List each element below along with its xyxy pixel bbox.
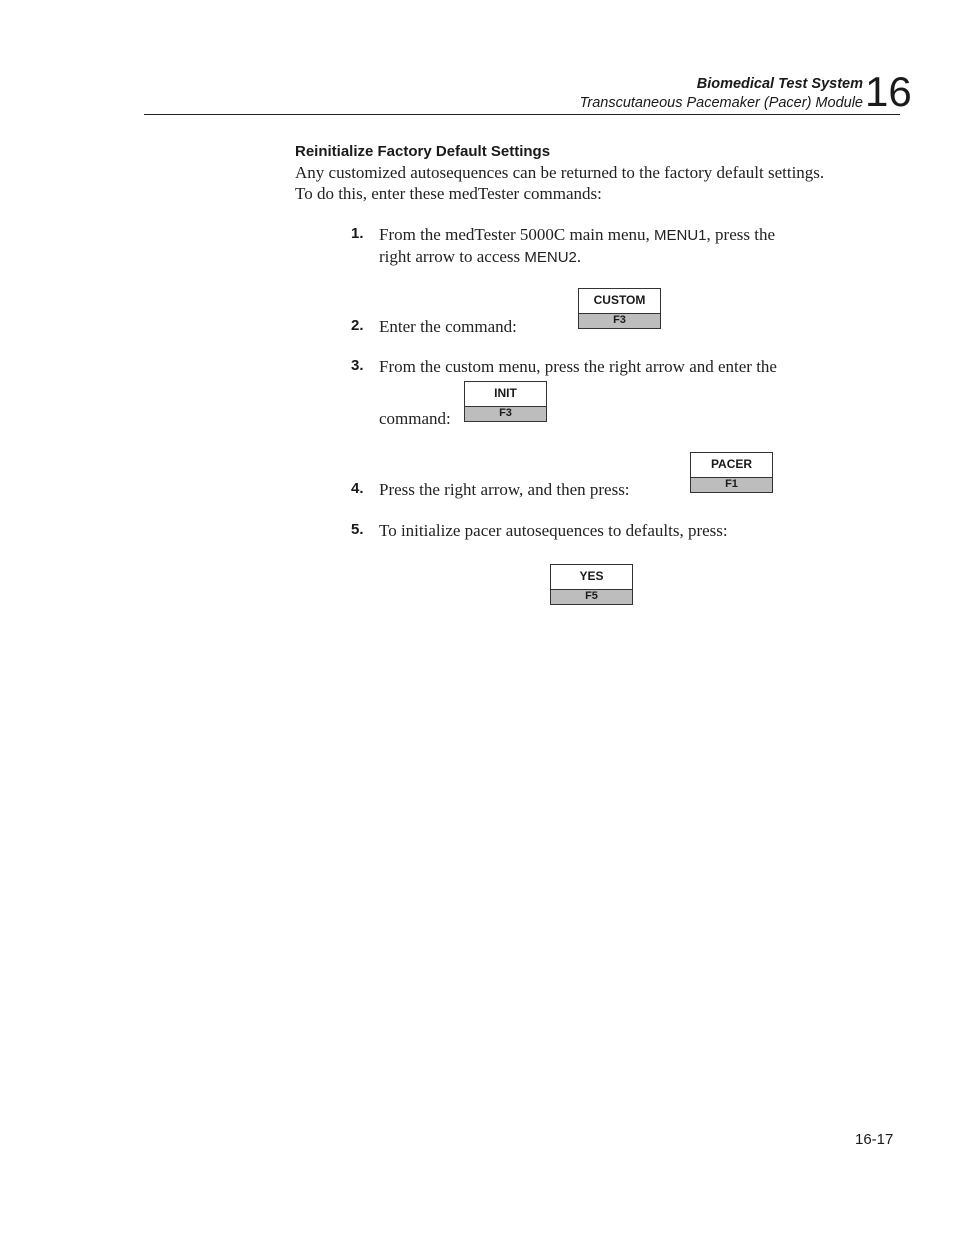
step-number: 5. [351,521,364,538]
page-number: 16-17 [855,1131,894,1148]
running-header-title: Biomedical Test System [696,76,863,92]
yes-softkey [550,564,633,605]
header-rule [144,114,900,115]
function-key-label: F1 [691,477,772,492]
step-text [379,224,775,268]
step-text: Enter the command: [379,317,517,336]
intro-line-2: To do this, enter these medTester commands: [295,184,602,203]
softkey-label: INIT [494,386,517,400]
section-heading: Reinitialize Factory Default Settings [295,143,551,160]
intro-line-1: Any customized autosequences can be returned to the factory default settings. [295,163,825,182]
custom-softkey [578,288,661,329]
softkey-label: PACER [710,457,753,471]
function-key-label: F5 [551,589,632,604]
intro-paragraph [295,162,875,204]
menu1-command: MENU1 [654,227,707,244]
step-1-line2-post: . [576,247,582,266]
step-number: 4. [351,480,364,497]
step-1-line2-pre: right arrow to access [379,247,525,266]
function-key-label: F3 [465,406,546,421]
pacer-softkey [690,452,773,493]
menu2-command: MENU2 [524,249,577,266]
step-number: 2. [351,317,364,334]
function-key-label: F3 [579,313,660,328]
step-text: From the custom menu, press the right arrow and enter the [379,357,777,376]
running-header-subtitle: Transcutaneous Pacemaker (Pacer) Module [579,95,863,111]
step-1-line1-pre: From the medTester 5000C main menu, [379,225,655,244]
step-1-line1-post: , press the [706,225,775,244]
step-number: 1. [351,225,364,242]
step-text: To initialize pacer autosequences to defaults, press: [379,521,728,540]
softkey-label: CUSTOM [593,293,646,307]
step-number: 3. [351,357,364,374]
step-text-continued: command: [379,409,451,428]
chapter-number: 16 [865,68,912,115]
init-softkey [464,381,547,422]
softkey-label: YES [579,569,604,583]
step-text: Press the right arrow, and then press: [379,480,630,499]
